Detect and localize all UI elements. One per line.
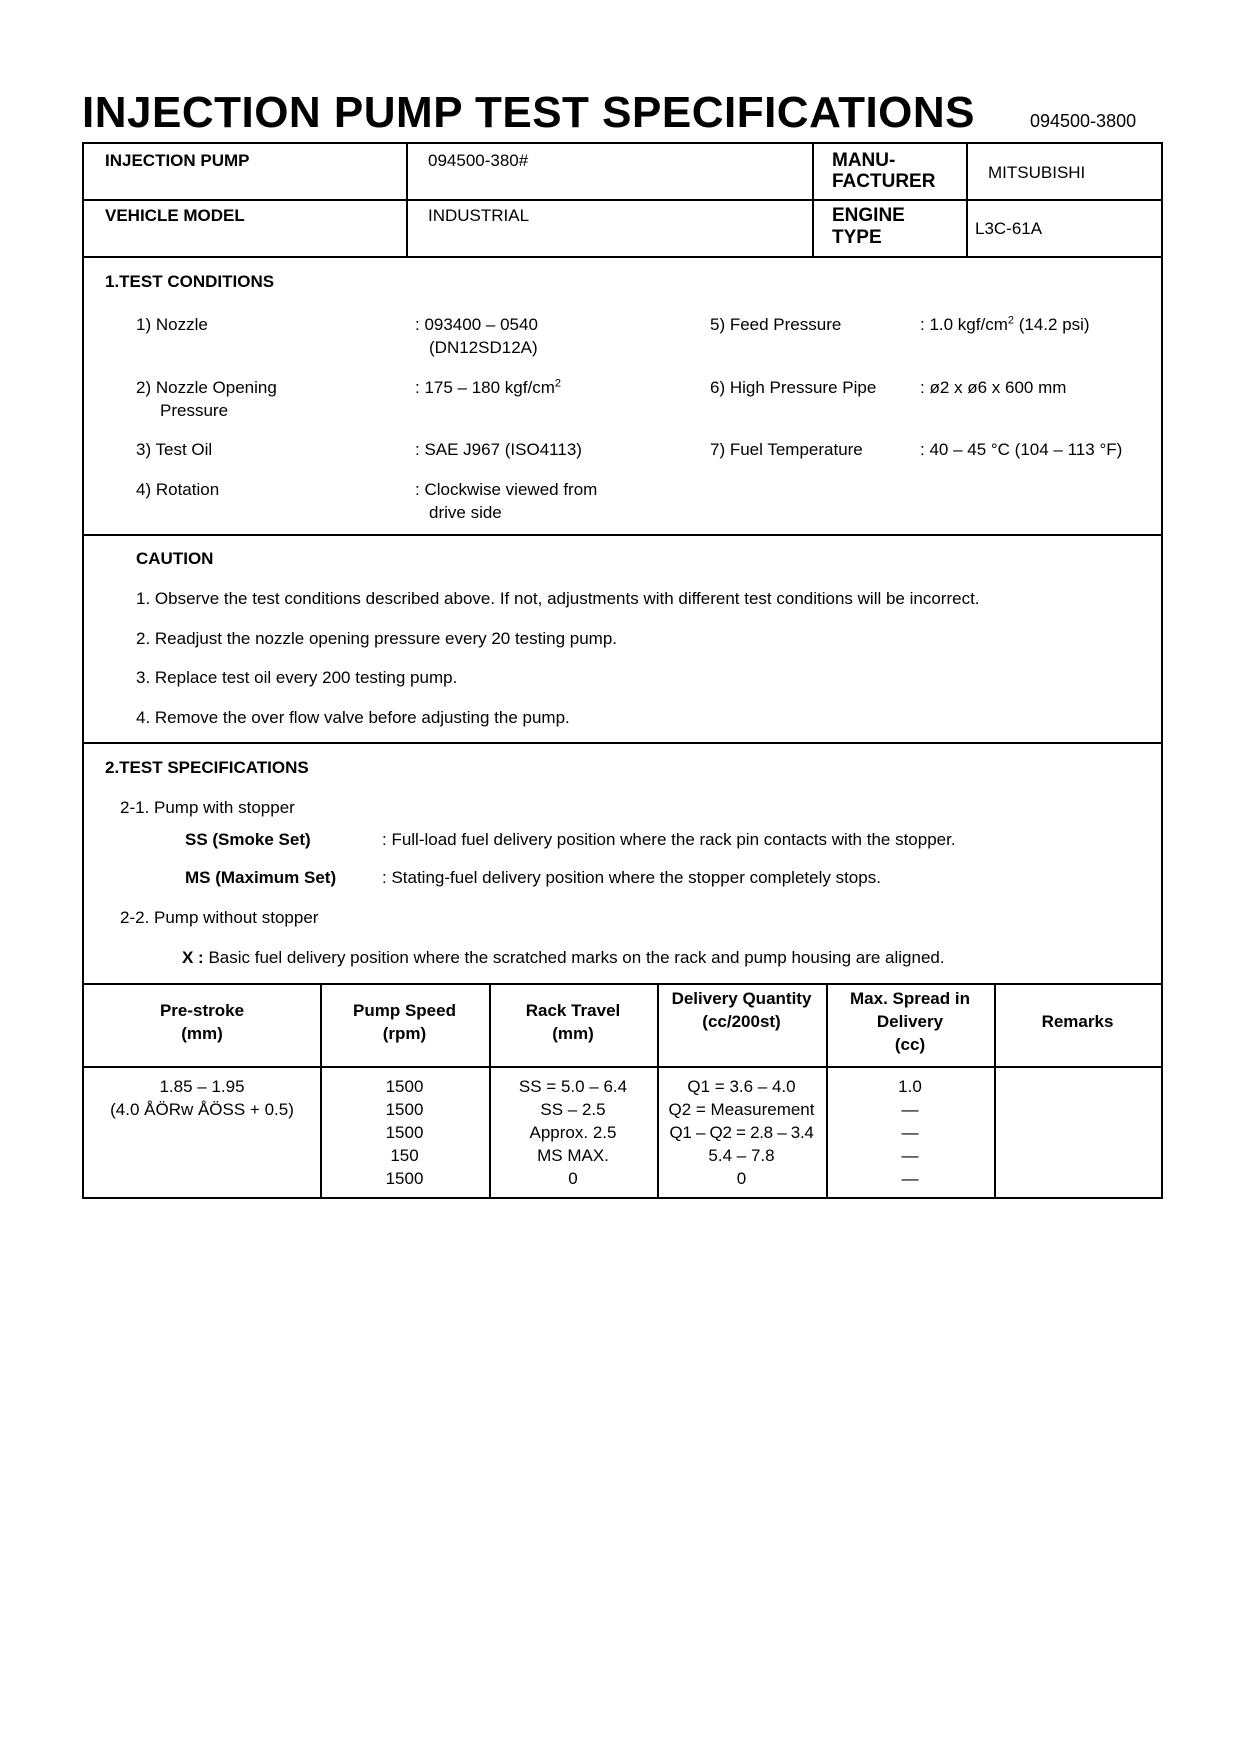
nozzle-label: 1) Nozzle xyxy=(136,315,208,334)
ms-description: : Stating-fuel delivery position where the stopper completely stops. xyxy=(382,868,881,887)
vehicle-model-value: INDUSTRIAL xyxy=(428,206,530,225)
column-divider xyxy=(812,144,814,256)
manufacturer-label-line1: MANU- xyxy=(832,150,896,171)
test-specs-heading: 2.TEST SPECIFICATIONS xyxy=(105,758,309,777)
rack-travel-cell: SS – 2.5 xyxy=(540,1100,606,1119)
nozzle-value-line2: (DN12SD12A) xyxy=(429,338,538,357)
row-divider xyxy=(84,199,1161,201)
hp-pipe-value: : ø2 x ø6 x 600 mm xyxy=(920,378,1067,397)
delivery-cell: 5.4 – 7.8 xyxy=(708,1146,775,1165)
rotation-label: 4) Rotation xyxy=(136,480,220,499)
nozzle-opening-label-line1: 2) Nozzle Opening xyxy=(136,378,277,397)
section-divider xyxy=(84,534,1161,536)
caution-heading: CAUTION xyxy=(136,549,214,568)
vehicle-model-label: VEHICLE MODEL xyxy=(105,206,245,225)
without-stopper-heading: 2-2. Pump without stopper xyxy=(120,908,319,927)
table-header-divider xyxy=(84,1066,1161,1068)
spread-cell: — xyxy=(901,1169,919,1188)
manufacturer-value: MITSUBISHI xyxy=(988,163,1086,182)
rack-travel-cell: SS = 5.0 – 6.4 xyxy=(518,1077,628,1096)
nozzle-opening-value: : 175 – 180 kgf/$cm^2$ xyxy=(415,377,561,397)
nozzle-opening-label-line2: Pressure xyxy=(160,401,229,420)
test-conditions-heading: 1.TEST CONDITIONS xyxy=(105,272,275,291)
column-divider xyxy=(406,144,408,256)
pump-speed-cell: 150 xyxy=(390,1146,419,1165)
col-header-remarks: Remarks xyxy=(1041,1012,1114,1031)
injection-pump-label: INJECTION PUMP xyxy=(105,151,250,170)
prestroke-note: (4.0 ÅÖRw ÅÖSS + 0.5) xyxy=(110,1100,294,1119)
spread-cell: — xyxy=(901,1100,919,1119)
col-header-delivery: Delivery Quantity xyxy=(671,989,812,1008)
col-header-rack-travel: Rack Travel xyxy=(525,1001,621,1020)
x-definition: X : Basic fuel delivery position where the scratched marks on the rack and pump housing are aligned. xyxy=(182,948,945,967)
col-header-pump-speed: Pump Speed xyxy=(353,1001,456,1020)
with-stopper-heading: 2-1. Pump with stopper xyxy=(120,798,295,817)
row-divider xyxy=(84,256,1161,258)
injection-pump-value: 094500-380# xyxy=(428,151,529,170)
ss-label: SS (Smoke Set) xyxy=(185,830,311,849)
engine-type-value: L3C-61A xyxy=(975,219,1043,238)
fuel-temp-label: 7) Fuel Temperature xyxy=(710,440,863,459)
caution-item: 4. Remove the over flow valve before adjusting the pump. xyxy=(136,708,570,727)
spread-cell: — xyxy=(901,1146,919,1165)
spread-cell: — xyxy=(901,1123,919,1142)
fuel-temp-value: : 40 – 45 °C (104 – 113 °F) xyxy=(920,440,1123,459)
col-header-pump-speed-unit: (rpm) xyxy=(382,1024,427,1043)
feed-pressure-value: : 1.0 kgf/$cm^2$ (14.2 psi) xyxy=(920,314,1090,334)
pump-speed-cell: 1500 xyxy=(385,1123,424,1142)
test-oil-label: 3) Test Oil xyxy=(136,440,213,459)
rotation-value-line1: : Clockwise viewed from xyxy=(415,480,598,499)
rack-travel-cell: MS MAX. xyxy=(537,1146,609,1165)
caution-item: 3. Replace test oil every 200 testing pump. xyxy=(136,668,458,687)
spread-cell: 1.0 xyxy=(898,1077,922,1096)
delivery-cell: 0 xyxy=(736,1169,747,1188)
caution-item: 2. Readjust the nozzle opening pressure every 20 testing pump. xyxy=(136,629,618,648)
caution-item: 1. Observe the test conditions described above. If not, adjustments with different test conditions will be incorrect. xyxy=(136,589,980,608)
column-divider xyxy=(966,144,968,256)
manufacturer-label-line2: FACTURER xyxy=(832,171,936,192)
rack-travel-cell: 0 xyxy=(568,1169,578,1188)
rack-travel-cell: Approx. 2.5 xyxy=(529,1123,617,1142)
pump-speed-cell: 1500 xyxy=(385,1077,424,1096)
col-header-delivery-unit: (cc/200st) xyxy=(702,1012,781,1031)
col-header-rack-travel-unit: (mm) xyxy=(552,1024,594,1043)
delivery-cell: Q1 – Q2 = 2.8 – 3.4 xyxy=(669,1123,814,1142)
col-header-spread: Max. Spread in xyxy=(850,989,970,1008)
ss-description: : Full-load fuel delivery position where the rack pin contacts with the stopper. xyxy=(382,830,956,849)
section-divider xyxy=(84,983,1161,985)
ms-label: MS (Maximum Set) xyxy=(185,868,337,887)
engine-type-label-line2: TYPE xyxy=(832,227,882,248)
page-title: INJECTION PUMP TEST SPECIFICATIONS xyxy=(82,88,976,137)
hp-pipe-label: 6) High Pressure Pipe xyxy=(710,378,877,397)
section-divider xyxy=(84,742,1161,744)
pump-speed-cell: 1500 xyxy=(385,1169,424,1188)
nozzle-value-line1: : 093400 – 0540 xyxy=(415,315,538,334)
col-header-spread-line2: Delivery xyxy=(876,1012,944,1031)
engine-type-label-line1: ENGINE xyxy=(832,205,905,226)
delivery-cell: Q1 = 3.6 – 4.0 xyxy=(687,1077,796,1096)
delivery-cell: Q2 = Measurement xyxy=(668,1100,815,1119)
document-number: 094500-3800 xyxy=(1030,111,1137,131)
test-oil-value: : SAE J967 (ISO4113) xyxy=(415,440,582,459)
prestroke-value: 1.85 – 1.95 xyxy=(159,1077,245,1096)
feed-pressure-label: 5) Feed Pressure xyxy=(710,315,842,334)
col-header-prestroke: Pre-stroke xyxy=(159,1001,245,1020)
col-header-prestroke-unit: (mm) xyxy=(181,1024,223,1043)
col-header-spread-unit: (cc) xyxy=(894,1035,926,1054)
rotation-value-line2: drive side xyxy=(429,503,502,522)
pump-speed-cell: 1500 xyxy=(385,1100,424,1119)
